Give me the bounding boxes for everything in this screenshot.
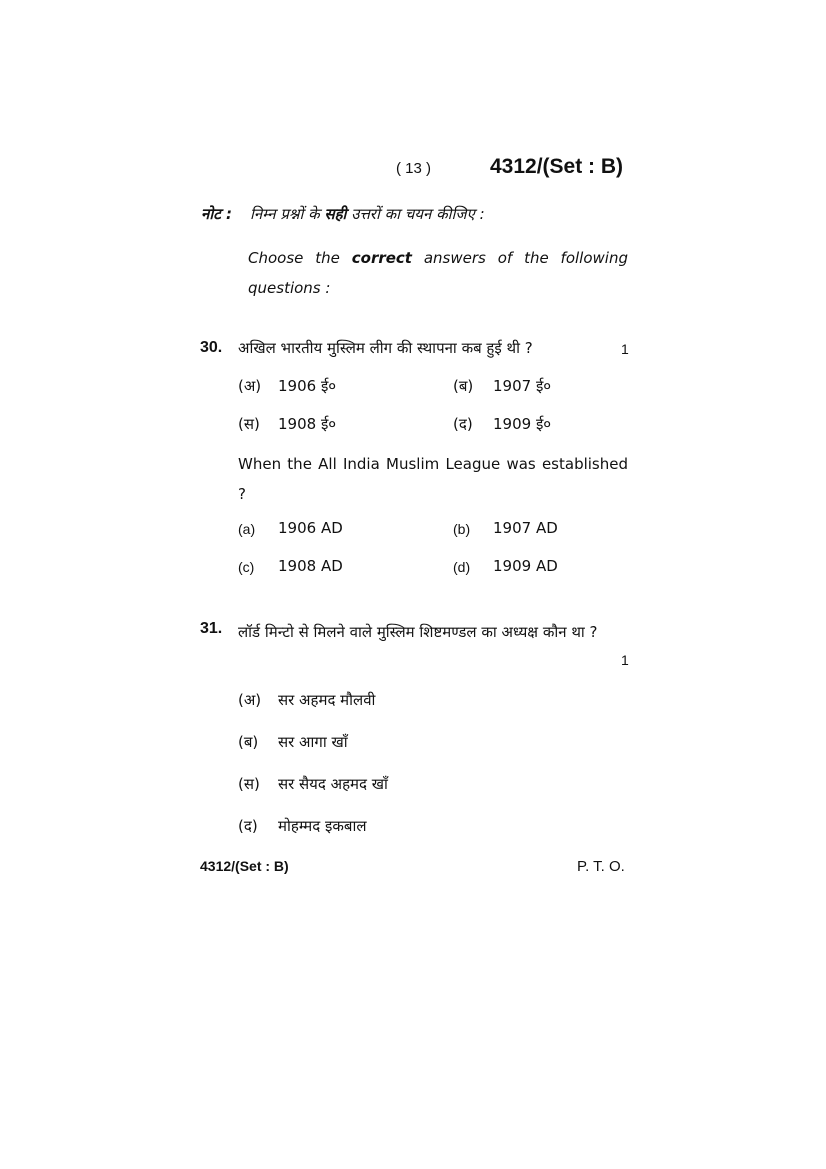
option-text: 1907 AD xyxy=(493,519,558,537)
note-label: नोट : xyxy=(201,205,232,223)
option-label: (स) xyxy=(238,415,260,433)
option-text: 1906 ई० xyxy=(278,377,337,395)
option-label: (a) xyxy=(238,521,256,537)
question-number: 30. xyxy=(200,339,223,356)
option-text: 1908 AD xyxy=(278,557,343,575)
option-text: 1909 AD xyxy=(493,557,558,575)
option-text: मोहम्मद इकबाल xyxy=(278,817,367,835)
option-text: 1907 ई० xyxy=(493,377,552,395)
option-label: (द) xyxy=(453,415,473,433)
note-english-bold: correct xyxy=(351,249,412,267)
option-label: (b) xyxy=(453,521,471,537)
note-english-post: answers of the following questions : xyxy=(248,249,628,297)
option-text: सर आगा खाँ xyxy=(278,733,348,751)
note-hindi-bold: सही xyxy=(324,205,347,223)
option-label: (c) xyxy=(238,559,255,575)
paper-code: 4312/(Set : B) xyxy=(490,155,624,178)
footer-paper-code: 4312/(Set : B) xyxy=(200,858,289,874)
option-label: (अ) xyxy=(238,377,262,395)
note-hindi-post: उत्तरों का चयन कीजिए : xyxy=(346,205,485,223)
pto-label: P. T. O. xyxy=(577,858,625,875)
option-text: सर सैयद अहमद खाँ xyxy=(278,775,388,793)
question-text-hindi: अखिल भारतीय मुस्लिम लीग की स्थापना कब हुई थी ? xyxy=(238,339,533,357)
page-number: ( 13 ) xyxy=(396,160,432,177)
option-label: (ब) xyxy=(453,377,474,395)
note-english xyxy=(248,243,628,303)
option-label: (स) xyxy=(238,775,260,793)
option-text: सर अहमद मौलवी xyxy=(278,691,376,709)
question-text-english: When the All India Muslim League was established ? xyxy=(238,455,628,503)
question-marks: 1 xyxy=(621,652,629,668)
note-english-pre: Choose the xyxy=(248,249,352,267)
question-number: 31. xyxy=(200,620,223,637)
option-label: (ब) xyxy=(238,733,259,751)
note-hindi xyxy=(250,204,485,224)
option-text: 1908 ई० xyxy=(278,415,337,433)
question-text-hindi: लॉर्ड मिन्टो से मिलने वाले मुस्लिम शिष्टमण्डल का अध्यक्ष कौन था ? xyxy=(238,623,598,641)
option-text: 1906 AD xyxy=(278,519,343,537)
question-marks: 1 xyxy=(621,341,629,357)
option-label: (अ) xyxy=(238,691,262,709)
option-label: (d) xyxy=(453,559,471,575)
option-text: 1909 ई० xyxy=(493,415,552,433)
option-label: (द) xyxy=(238,817,258,835)
note-hindi-pre: निम्न प्रश्नों के xyxy=(250,205,325,223)
